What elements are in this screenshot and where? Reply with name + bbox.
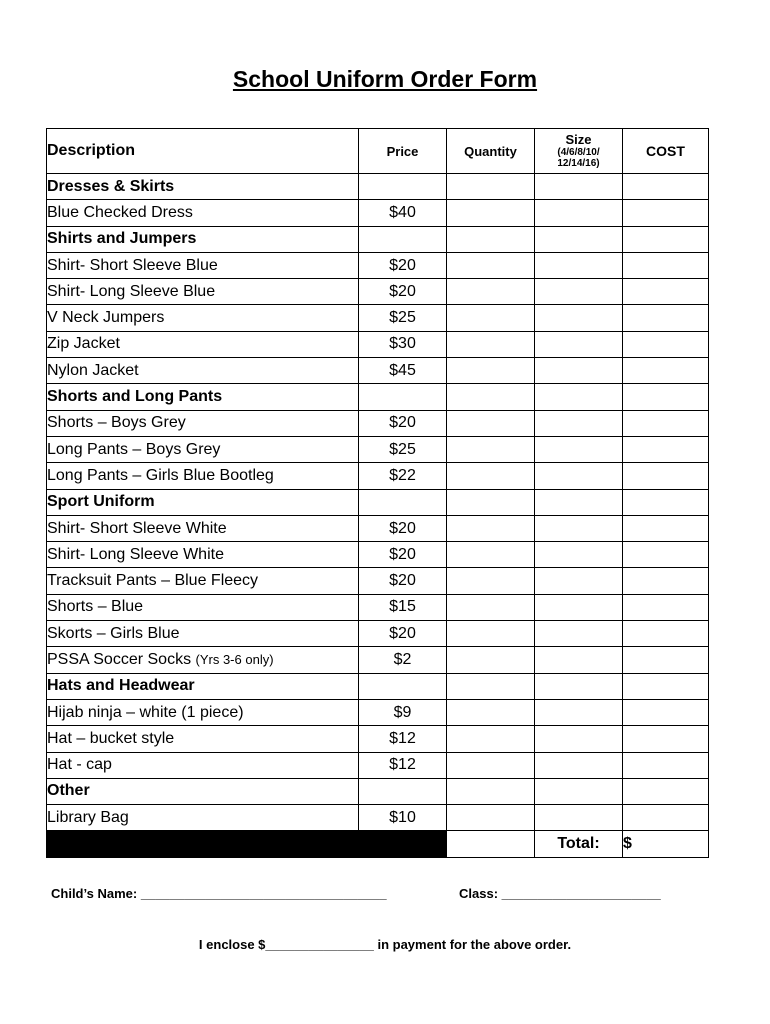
item-description-cell: [47, 200, 359, 226]
item-price: $20: [359, 279, 447, 305]
size-input-cell[interactable]: [535, 279, 623, 305]
quantity-cell: [447, 673, 535, 699]
item-price: $9: [359, 699, 447, 725]
item-description-cell: [47, 331, 359, 357]
size-input-cell[interactable]: [535, 568, 623, 594]
item-name: Library Bag: [47, 808, 129, 826]
category-label: Sport Uniform: [47, 489, 359, 515]
item-price: $30: [359, 331, 447, 357]
price-cell: [359, 778, 447, 804]
item-name: Nylon Jacket: [47, 361, 139, 379]
item-row: [47, 410, 709, 436]
size-input-cell[interactable]: [535, 436, 623, 462]
item-description-cell: [47, 726, 359, 752]
quantity-cell: [447, 174, 535, 200]
price-cell: [359, 174, 447, 200]
item-price: $22: [359, 463, 447, 489]
cost-input-cell[interactable]: [623, 699, 709, 725]
price-header: Price: [359, 129, 447, 174]
item-price: $10: [359, 805, 447, 831]
quantity-input-cell[interactable]: [447, 436, 535, 462]
size-input-cell[interactable]: [535, 358, 623, 384]
quantity-cell: [447, 226, 535, 252]
cost-input-cell[interactable]: [623, 726, 709, 752]
quantity-input-cell[interactable]: [447, 594, 535, 620]
cost-input-cell[interactable]: [623, 647, 709, 673]
cost-input-cell[interactable]: [623, 752, 709, 778]
quantity-input-cell[interactable]: [447, 726, 535, 752]
cost-input-cell[interactable]: [623, 594, 709, 620]
quantity-input-cell[interactable]: [447, 752, 535, 778]
size-input-cell[interactable]: [535, 515, 623, 541]
item-name: Blue Checked Dress: [47, 203, 193, 221]
size-cell: [535, 174, 623, 200]
cost-input-cell[interactable]: [623, 305, 709, 331]
quantity-input-cell[interactable]: [447, 279, 535, 305]
total-label: Total:: [535, 831, 623, 857]
item-row: [47, 331, 709, 357]
price-cell: [359, 673, 447, 699]
item-row: [47, 752, 709, 778]
child-name-field[interactable]: Child’s Name: __________________________________: [51, 886, 387, 901]
item-description-cell: [47, 252, 359, 278]
item-price: $12: [359, 752, 447, 778]
class-field[interactable]: Class: ______________________: [459, 886, 661, 901]
cost-header: COST: [623, 129, 709, 174]
order-table: [46, 128, 709, 858]
size-cell: [535, 226, 623, 252]
item-price: $25: [359, 436, 447, 462]
size-input-cell[interactable]: [535, 699, 623, 725]
size-input-cell[interactable]: [535, 805, 623, 831]
cost-cell: [623, 226, 709, 252]
category-row: [47, 174, 709, 200]
item-description-cell: [47, 752, 359, 778]
quantity-input-cell[interactable]: [447, 515, 535, 541]
item-price: $2: [359, 647, 447, 673]
cost-cell: [623, 174, 709, 200]
quantity-input-cell[interactable]: [447, 568, 535, 594]
item-description-cell: [47, 305, 359, 331]
cost-cell: [623, 673, 709, 699]
price-cell: [359, 226, 447, 252]
item-name: Hijab ninja – white (1 piece): [47, 703, 244, 721]
item-name: Hat – bucket style: [47, 729, 175, 747]
item-row: [47, 200, 709, 226]
item-name: Long Pants – Girls Blue Bootleg: [47, 466, 274, 484]
size-header-label: Size: [565, 132, 592, 147]
cost-cell: [623, 384, 709, 410]
cost-input-cell[interactable]: [623, 200, 709, 226]
item-row: [47, 515, 709, 541]
size-cell: [535, 673, 623, 699]
size-cell: [535, 778, 623, 804]
item-name: Shirt- Short Sleeve White: [47, 519, 227, 537]
cost-input-cell[interactable]: [623, 568, 709, 594]
item-row: [47, 252, 709, 278]
size-header: [535, 129, 623, 174]
item-price: $45: [359, 358, 447, 384]
item-description-cell: [47, 805, 359, 831]
item-description-cell: [47, 647, 359, 673]
category-row: [47, 489, 709, 515]
size-input-cell[interactable]: [535, 200, 623, 226]
cost-input-cell[interactable]: [623, 331, 709, 357]
item-price: $20: [359, 252, 447, 278]
size-cell: [535, 384, 623, 410]
size-header-options: (4/6/8/10/ 12/14/16): [557, 147, 600, 169]
item-price: $40: [359, 200, 447, 226]
cost-cell: [623, 489, 709, 515]
item-name: PSSA Soccer Socks: [47, 650, 192, 668]
item-row: [47, 726, 709, 752]
item-description-cell: [47, 410, 359, 436]
item-price: $20: [359, 515, 447, 541]
size-input-cell[interactable]: [535, 594, 623, 620]
size-input-cell[interactable]: [535, 410, 623, 436]
quantity-input-cell[interactable]: [447, 647, 535, 673]
item-name: Shorts – Blue: [47, 598, 144, 616]
cost-input-cell[interactable]: [623, 279, 709, 305]
item-row: [47, 542, 709, 568]
item-row: [47, 805, 709, 831]
item-price: $20: [359, 568, 447, 594]
cost-input-cell[interactable]: [623, 621, 709, 647]
item-row: [47, 436, 709, 462]
cost-input-cell[interactable]: [623, 515, 709, 541]
quantity-input-cell[interactable]: [447, 252, 535, 278]
item-price: $20: [359, 410, 447, 436]
item-price: $20: [359, 542, 447, 568]
description-header: Description: [47, 129, 359, 174]
category-label: Other: [47, 778, 359, 804]
quantity-input-cell[interactable]: [447, 358, 535, 384]
item-description-cell: [47, 279, 359, 305]
item-row: [47, 463, 709, 489]
item-row: [47, 621, 709, 647]
payment-statement: I enclose $_______________ in payment for the above order.: [198, 937, 572, 952]
size-input-cell[interactable]: [535, 305, 623, 331]
item-price: $12: [359, 726, 447, 752]
size-input-cell[interactable]: [535, 726, 623, 752]
cost-input-cell[interactable]: [623, 463, 709, 489]
quantity-input-cell[interactable]: [447, 410, 535, 436]
price-cell: [359, 489, 447, 515]
size-input-cell[interactable]: [535, 621, 623, 647]
form-title: School Uniform Order Form: [232, 66, 538, 92]
total-row: [47, 831, 709, 857]
quantity-input-cell[interactable]: [447, 463, 535, 489]
item-name: Shorts – Boys Grey: [47, 414, 186, 432]
total-spacer-cell: [447, 831, 535, 857]
item-row: [47, 279, 709, 305]
blackout-cell: [47, 831, 447, 857]
size-input-cell[interactable]: [535, 463, 623, 489]
item-price: $20: [359, 621, 447, 647]
quantity-cell: [447, 489, 535, 515]
cost-input-cell[interactable]: [623, 410, 709, 436]
item-description-cell: [47, 594, 359, 620]
item-row: [47, 568, 709, 594]
item-name: V Neck Jumpers: [47, 309, 165, 327]
size-input-cell[interactable]: [535, 647, 623, 673]
size-input-cell[interactable]: [535, 252, 623, 278]
quantity-input-cell[interactable]: [447, 200, 535, 226]
cost-input-cell[interactable]: [623, 805, 709, 831]
size-input-cell[interactable]: [535, 752, 623, 778]
size-input-cell[interactable]: [535, 331, 623, 357]
item-description-cell: [47, 515, 359, 541]
item-name: Hat - cap: [47, 756, 112, 774]
item-row: [47, 358, 709, 384]
category-row: [47, 226, 709, 252]
cost-input-cell[interactable]: [623, 358, 709, 384]
item-name: Shirt- Short Sleeve Blue: [47, 256, 218, 274]
item-description-cell: [47, 699, 359, 725]
item-name: Skorts – Girls Blue: [47, 624, 180, 642]
item-row: [47, 699, 709, 725]
size-cell: [535, 489, 623, 515]
item-description-cell: [47, 463, 359, 489]
size-input-cell[interactable]: [535, 542, 623, 568]
header-row: [47, 129, 709, 174]
quantity-input-cell[interactable]: [447, 331, 535, 357]
category-label: Shirts and Jumpers: [47, 226, 359, 252]
category-label: Hats and Headwear: [47, 673, 359, 699]
quantity-input-cell[interactable]: [447, 305, 535, 331]
item-description-cell: [47, 436, 359, 462]
item-price: $25: [359, 305, 447, 331]
quantity-input-cell[interactable]: [447, 621, 535, 647]
order-rows: [47, 174, 709, 831]
total-value-field[interactable]: $: [623, 831, 709, 857]
item-note: (Yrs 3-6 only): [195, 651, 274, 667]
category-label: Shorts and Long Pants: [47, 384, 359, 410]
item-name: Zip Jacket: [47, 335, 120, 353]
cost-input-cell[interactable]: [623, 436, 709, 462]
quantity-input-cell[interactable]: [447, 699, 535, 725]
cost-input-cell[interactable]: [623, 542, 709, 568]
category-row: [47, 778, 709, 804]
item-description-cell: [47, 358, 359, 384]
price-cell: [359, 384, 447, 410]
category-label: Dresses & Skirts: [47, 174, 359, 200]
item-row: [47, 594, 709, 620]
quantity-header: Quantity: [447, 129, 535, 174]
quantity-cell: [447, 384, 535, 410]
quantity-cell: [447, 778, 535, 804]
item-name: Long Pants – Boys Grey: [47, 440, 221, 458]
quantity-input-cell[interactable]: [447, 805, 535, 831]
item-name: Shirt- Long Sleeve White: [47, 545, 224, 563]
category-row: [47, 384, 709, 410]
cost-cell: [623, 778, 709, 804]
item-price: $15: [359, 594, 447, 620]
item-row: [47, 305, 709, 331]
cost-input-cell[interactable]: [623, 252, 709, 278]
item-name: Tracksuit Pants – Blue Fleecy: [47, 572, 259, 590]
quantity-input-cell[interactable]: [447, 542, 535, 568]
item-description-cell: [47, 568, 359, 594]
category-row: [47, 673, 709, 699]
item-description-cell: [47, 542, 359, 568]
item-name: Shirt- Long Sleeve Blue: [47, 282, 216, 300]
item-row: [47, 647, 709, 673]
item-description-cell: [47, 621, 359, 647]
